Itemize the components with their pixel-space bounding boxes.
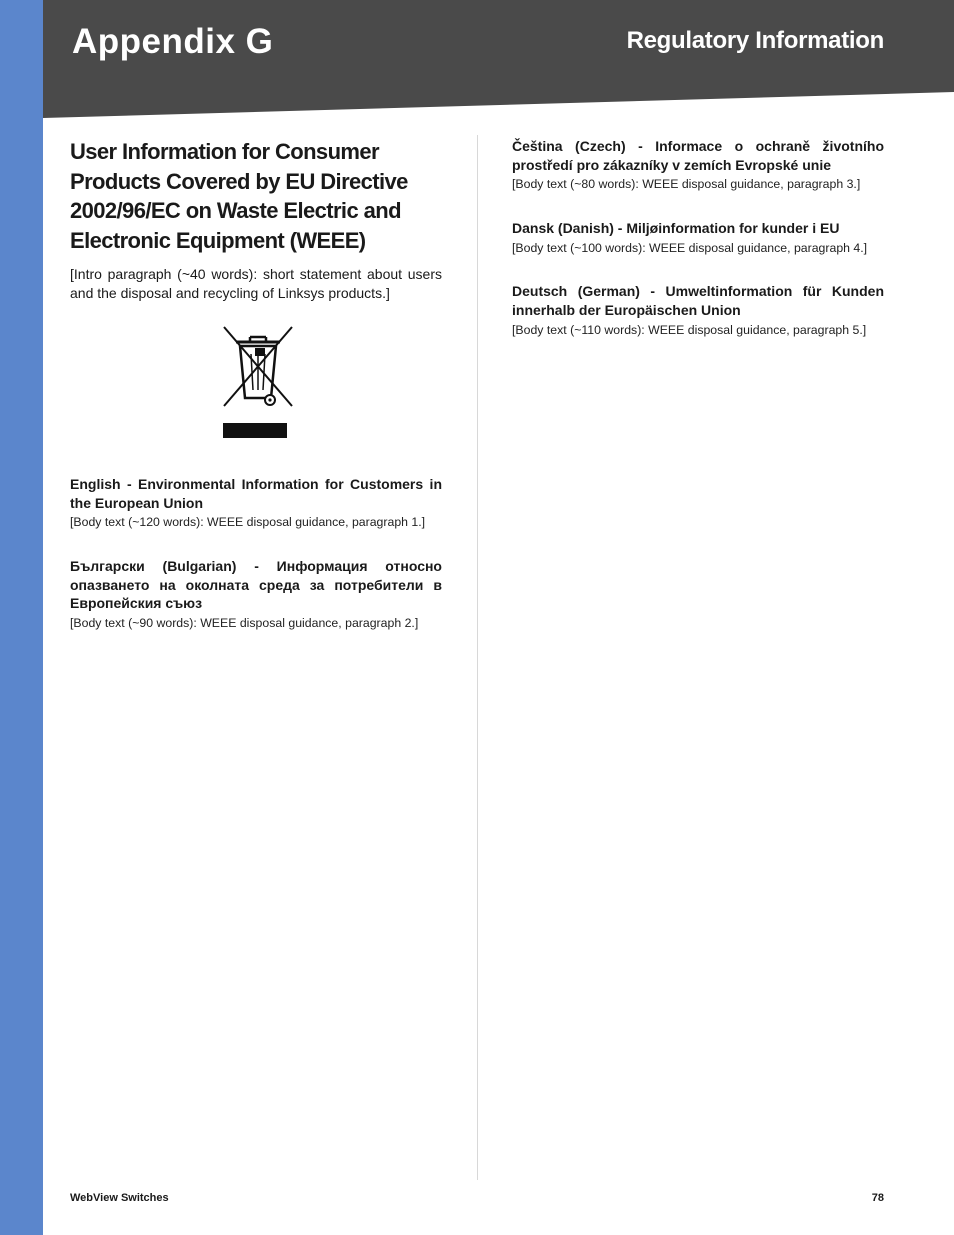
weee-symbol-bar: [223, 423, 287, 438]
section-title: Regulatory Information: [626, 27, 884, 54]
section-body: [Body text (~120 words): WEEE disposal guidance, paragraph 1.]: [70, 515, 426, 530]
section-heading: Dansk (Danish) - Miljøinformation for kunder i EU: [512, 219, 840, 236]
footer-product-name: WebView Switches: [70, 1192, 169, 1204]
left-accent-bar: [0, 0, 43, 1235]
section-body: [Body text (~90 words): WEEE disposal guidance, paragraph 2.]: [70, 615, 419, 630]
appendix-title: Appendix G: [72, 22, 274, 61]
section-heading: Български (Bulgarian) - Информация относно опазването на околната среда за потребители в Европейския съюз: [70, 558, 442, 612]
section-czech: [512, 137, 884, 193]
column-divider: [477, 135, 478, 1180]
weee-symbol: [220, 324, 300, 439]
section-english: [70, 475, 442, 531]
section-danish: [512, 219, 884, 256]
left-column: [70, 137, 442, 632]
section-body: [Body text (~100 words): WEEE disposal guidance, paragraph 4.]: [512, 240, 868, 255]
section-bulgarian: [70, 557, 442, 632]
section-heading: Čeština (Czech) - Informace o ochraně životního prostředí pro zákazníky v zemích Evropské unie: [512, 138, 884, 173]
right-column: [512, 137, 884, 338]
intro-paragraph: [Intro paragraph (~40 words): short statement about users and the disposal and recycling of Linksys products.]: [70, 266, 442, 301]
main-heading: User Information for Consumer Products Covered by EU Directive 2002/96/EC on Waste Electric and Electronic Equipment (WEEE): [70, 139, 408, 253]
section-body: [Body text (~110 words): WEEE disposal guidance, paragraph 5.]: [512, 322, 867, 337]
section-heading: English - Environmental Information for Customers in the European Union: [70, 476, 442, 511]
section-heading: Deutsch (German) - Umweltinformation für Kunden innerhalb der Europäischen Union: [512, 283, 884, 318]
weee-crossed-bin-icon: [220, 324, 296, 414]
section-german: [512, 282, 884, 338]
section-body: [Body text (~80 words): WEEE disposal guidance, paragraph 3.]: [512, 177, 861, 192]
footer-page-number: 78: [871, 1192, 884, 1204]
